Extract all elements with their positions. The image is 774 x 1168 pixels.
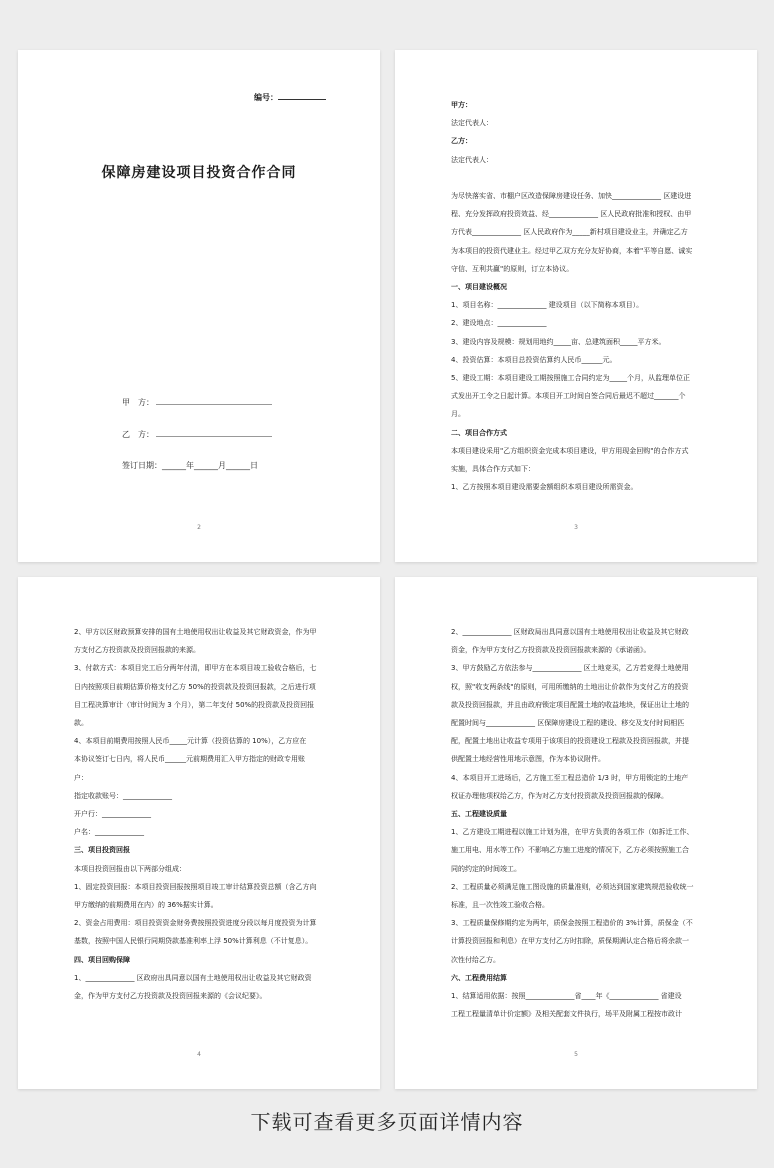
body-line: 户名：______________ (74, 828, 144, 837)
contract-title: 保障房建设项目投资合作合同 (101, 165, 297, 181)
body-line: 2、______________ 区财政局出具同意以国有土地使用权出让收益及其它财政 (451, 628, 689, 636)
party-b-signature-line (122, 428, 272, 440)
party-a-signature-line (122, 396, 272, 408)
section-heading: 甲方： (451, 101, 472, 109)
document-page-2 (18, 50, 380, 562)
body-line: 5、建设工期：本项目建设工期按照施工合同约定为_____个月，从监理单位正 (451, 374, 690, 383)
body-line: 甲方缴纳的前期费用在内）的 36%据实计算。 (74, 901, 218, 910)
body-line: 指定收款账号：______________ (74, 791, 172, 800)
page-body (74, 623, 324, 1005)
page-body (451, 623, 701, 1023)
document-page-5 (395, 577, 757, 1089)
body-line: 施工用电、用水等工作）不影响乙方施工进度的情况下，乙方必须按照施工合 (451, 846, 689, 855)
section-heading: 五、工程建设质量 (451, 810, 507, 819)
body-line: 为本项目的投资代建业主。经过甲乙双方充分友好协商，本着"平等自愿、诚实 (451, 246, 693, 255)
body-line: 3、工程质量保修期约定为两年，质保金按照工程造价的 3%计算，质保金（不 (451, 919, 693, 928)
body-line: 2、工程质量必须满足施工图设施的质量准则，必须达到国家建筑规范验收统一 (451, 882, 694, 891)
document-page-3 (395, 50, 757, 562)
body-line: 3、建设内容及规模：规划用地约_____亩、总建筑面积_____平方米。 (451, 337, 666, 346)
body-line: 标准，且一次性竣工验收合格。 (451, 901, 549, 910)
body-line: 款及投资回报款，并且由政府锁定项目配置土地的收益地块，保证出让土地的 (451, 700, 689, 709)
serial-number-field (254, 92, 326, 103)
body-line: 式发出开工令之日起计算。本项目开工时间自签合同后最迟不超过_______个 (451, 392, 686, 401)
body-line: 守信、互利共赢"的原则，订立本协议。 (451, 264, 574, 273)
serial-number-label: 编号： (254, 93, 278, 102)
body-line: 程、充分发挥政府投资效益、经______________ 区人民政府批准和授权、由甲 (451, 210, 692, 219)
section-heading: 三、项目投资回报 (74, 846, 130, 855)
page-number: 5 (574, 1051, 578, 1058)
body-line: 权证办理他项权给乙方，作为对乙方支付投资款及投资回报款的保障。 (451, 791, 668, 800)
serial-number-blank (278, 92, 326, 100)
body-line: 2、资金占用费用：项目投资资金财务费按照投资进度分段以每月度投资为计算 (74, 919, 317, 928)
body-line: 户： (74, 773, 88, 782)
body-line: 日内按照项目前期估算价格支付乙方 50%的投资款及投资回报款，之后进行项 (74, 682, 316, 691)
body-line: 金，作为甲方支付乙方投资款及投资回报来源的《会议纪要》。 (74, 992, 267, 1001)
party-a-label: 甲 方： (122, 398, 154, 407)
body-line: 为尽快落实省、市棚户区改造保障房建设任务、加快______________ 区建设进 (451, 192, 692, 201)
body-line: 1、固定投资回报：本项目投资回报按照项目竣工审计结算投资总额（含乙方向 (74, 882, 317, 891)
body-line: 目工程决算审计（审计时间为 3 个月），第二年支付 50%的投资款及投资回报 (74, 700, 315, 709)
body-line: 权，照"收支两条线"的原则，可用所缴纳的土地出让价款作为支付乙方的投资 (451, 682, 689, 691)
body-line: 法定代表人： (451, 119, 493, 128)
body-line: 方支付乙方投资款及投资回报款的来源。 (74, 646, 200, 655)
page-number: 3 (574, 524, 578, 531)
body-line: 4、本项目前期费用按照人民币_____元计算（投资估算的 10%），乙方应在 (74, 737, 307, 746)
body-line: 4、本项目开工进场后，乙方施工至工程总造价 1/3 时，甲方用锁定的土地产 (451, 773, 689, 782)
body-line: 基数，按照中国人民银行同期贷款基准利率上浮 50%计算利息（不计复息）。 (74, 937, 313, 946)
body-line: 3、甲方鼓励乙方依法参与______________ 区土地竞买，乙方若竞得土地使用 (451, 664, 689, 673)
page-body (451, 96, 701, 496)
body-line: 1、乙方按照本项目建设需要金额组织本项目建设所需资金。 (451, 483, 638, 492)
body-line: 1、结算适用依据：按照______________省____年《______________ 省建设 (451, 992, 682, 1001)
body-line: 配置时间与______________ 区保障房建设工程的建设、移交及支付时间相匹 (451, 719, 685, 728)
body-line: 月。 (451, 410, 465, 419)
body-line: 1、乙方建设工期进程以施工计划为准，在甲方负责的各项工作（如拆迁工作、 (451, 828, 694, 837)
party-b-label: 乙 方： (122, 430, 154, 439)
body-line: 开户行：______________ (74, 810, 151, 819)
body-line: 款。 (74, 719, 88, 728)
party-b-blank (156, 428, 272, 437)
section-heading: 一、项目建设概况 (451, 283, 507, 292)
body-line: 计算投资回报和利息）在甲方支付乙方时扣除，质保期满认定合格后将余款一 (451, 937, 689, 946)
body-line: 本项目投资回报由以下两部分组成： (74, 864, 186, 873)
body-line: 2、甲方以区财政预算安排的国有土地使用权出让收益及其它财政资金，作为甲 (74, 628, 317, 636)
party-a-blank (156, 396, 272, 405)
body-line: 本协议签订七日内，将人民币______元前期费用汇入甲方指定的财政专用账 (74, 755, 305, 764)
section-heading: 二、项目合作方式 (451, 428, 507, 437)
body-line: 3、付款方式：本项目完工后分两年付清，即甲方在本项目竣工验收合格后，七 (74, 664, 317, 673)
body-line: 同的约定的时间竣工。 (451, 864, 521, 873)
section-heading: 四、项目回购保障 (74, 955, 130, 964)
body-line (451, 169, 701, 187)
body-line: 实施，具体合作方式如下： (451, 465, 535, 474)
body-line: 资金，作为甲方支付乙方投资款及投资回报款来源的《承诺函》。 (451, 646, 651, 655)
body-line: 供配置土地经营性用地示意图，作为本协议附件。 (451, 755, 605, 764)
section-heading: 六、工程费用结算 (451, 973, 507, 982)
body-line: 4、投资估算：本项目总投资估算约人民币______元。 (451, 355, 617, 364)
sign-date: 签订日期：______年______月______日 (122, 461, 258, 470)
body-line: 次性付给乙方。 (451, 955, 500, 964)
body-line: 2、建设地点：______________ (451, 319, 547, 328)
body-line: 配，配置土地出让收益专项用于该项目的投资建设工程款及投资回报款，并提 (451, 737, 689, 746)
page-number: 2 (197, 524, 201, 531)
body-line: 1、项目名称：______________ 建设项目（以下简称本项目）。 (451, 301, 644, 310)
body-line: 1、______________ 区政府出具同意以国有土地使用权出让收益及其它财政资 (74, 973, 312, 982)
document-page-4 (18, 577, 380, 1089)
body-line: 本项目建设采用"乙方组织资金完成本项目建设，甲方用现金回购"的合作方式 (451, 446, 689, 455)
body-line: 工程工程量清单计价定额》及相关配套文件执行，场平及附属工程按市政计 (451, 1010, 682, 1019)
body-line: 方代表______________ 区人民政府作为_____新村项目建设业主，并确定乙方 (451, 228, 688, 237)
download-caption: 下载可查看更多页面详情内容 (250, 1110, 524, 1134)
page-number: 4 (197, 1051, 201, 1058)
section-heading: 乙方： (451, 137, 472, 146)
body-line: 法定代表人： (451, 155, 493, 164)
